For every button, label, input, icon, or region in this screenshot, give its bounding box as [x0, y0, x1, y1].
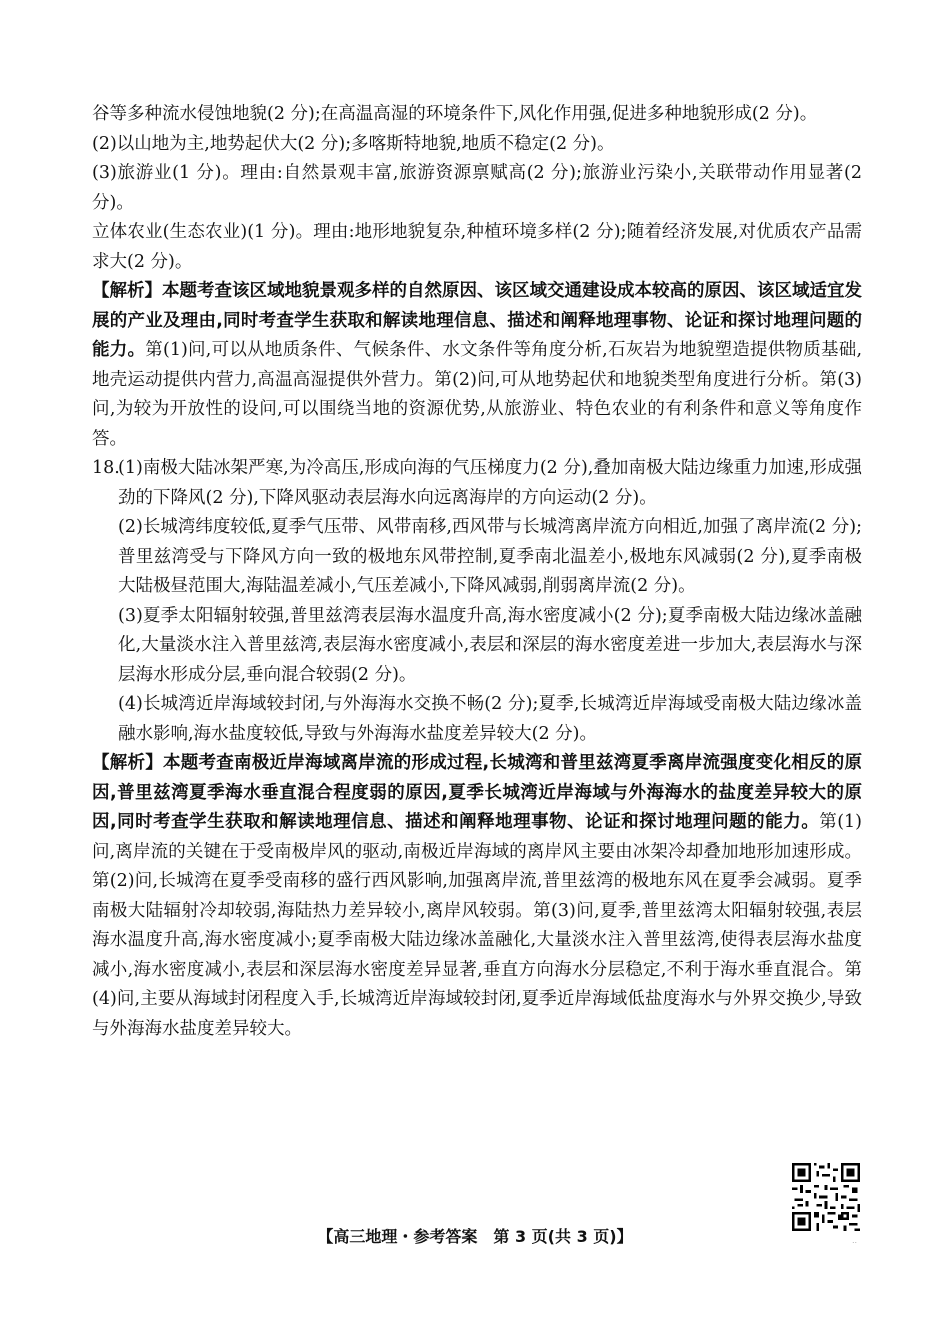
answer-17-1-continued: 谷等多种流水侵蚀地貌(2 分);在高温高湿的环境条件下,风化作用强,促进多种地貌形成(2 分)。	[92, 104, 818, 124]
answer-17-3-agriculture: 立体农业(生态农业)(1 分)。理由:地形地貌复杂,种植环境多样(2 分);随着经济发展,对优质农产品需求大(2 分)。	[92, 222, 862, 272]
analysis-17-detail: 第(1)问,可以从地质条件、气候条件、水文条件等角度分析,石灰岩为地貌塑造提供物质基础,地壳运动提供内营力,高温高湿提供外营力。第(2)问,可从地势起伏和地貌类型角度进行分析。第(3)问,为较为开放性的设问,可以围绕当地的资源优势,从旅游业、特色农业的有利条件和意义等角度作答。	[92, 340, 863, 449]
analysis-18	[92, 749, 862, 1044]
answer-18-1	[92, 454, 862, 513]
analysis-17	[92, 277, 862, 454]
answer-content	[92, 100, 862, 1044]
answer-18-3: (3)夏季太阳辐射较强,普里兹湾表层海水温度升高,海水密度减小(2 分);夏季南极大陆边缘冰盖融化,大量淡水注入普里兹湾,表层海水密度减小,表层和深层的海水密度差进一步加大,表层海水与深层海水形成分层,垂向混合较弱(2 分)。	[118, 605, 862, 685]
answer-18-1-text: (1)南极大陆冰架严寒,为冷高压,形成向海的气压梯度力(2 分),叠加南极大陆边缘重力加速,形成强劲的下降风(2 分),下降风驱动表层海水向远离海岸的方向运动(2 分)。	[118, 458, 862, 508]
answer-17-2: (2)以山地为主,地势起伏大(2 分);多喀斯特地貌,地质不稳定(2 分)。	[92, 133, 615, 154]
qr-code	[792, 1163, 860, 1231]
analysis-17-summary: 【解析】本题考查该区域地貌景观多样的自然原因、该区域交通建设成本较高的原因、该区域适宜发展的产业及理由,同时考查学生获取和解读地理信息、描述和阐释地理事物、论证和探讨地理问题的能力。	[92, 281, 862, 360]
analysis-18-detail: 第(1)问,离岸流的关键在于受南极岸风的驱动,南极近岸海域的离岸风主要由冰架冷却叠加地形加速形成。第(2)问,长城湾在夏季受南移的盛行西风影响,加强离岸流,普里兹湾的极地东风在夏季会减弱。夏季南极大陆辐射冷却较弱,海陆热力差异较小,离岸风较弱。第(3)问,夏季,普里兹湾太阳辐射较强,表层海水温度升高,海水密度减小;夏季南极大陆边缘冰盖融化,大量淡水注入普里兹湾,使得表层海水盐度减小,海水密度减小,表层和深层海水密度差异显著,垂直方向海水分层稳定,不利于海水垂直混合。第(4)问,主要从海域封闭程度入手,长城湾近岸海域较封闭,夏季近岸海域低盐度海水与外界交换少,导致与外海海水盐度差异较大。	[92, 812, 862, 1039]
analysis-18-summary: 【解析】本题考查南极近岸海域离岸流的形成过程,长城湾和普里兹湾夏季离岸流强度变化相反的原因,普里兹湾夏季海水垂直混合程度弱的原因,夏季长城湾近岸海域与外海海水的盐度差异较大的原因,同时考查学生获取和解读地理信息、描述和阐释地理事物、论证和探讨地理问题的能力。	[92, 753, 862, 832]
answer-18-2: (2)长城湾纬度较低,夏季气压带、风带南移,西风带与长城湾离岸流方向相近,加强了离岸流(2 分);普里兹湾受与下降风方向一致的极地东风带控制,夏季南北温差小,极地东风减弱(2 分),夏季南极大陆极昼范围大,海陆温差减小,气压差减小,下降风减弱,削弱离岸流(2 分)。	[118, 517, 862, 596]
answer-18-4: (4)长城湾近岸海域较封闭,与外海海水交换不畅(2 分);夏季,长城湾近岸海域受南极大陆边缘冰盖融水影响,海水盐度较低,导致与外海海水盐度差异较大(2 分)。	[118, 694, 862, 744]
answer-17-3-tourism: (3)旅游业(1 分)。理由:自然景观丰富,旅游资源禀赋高(2 分);旅游业污染小,关联带动作用显著(2 分)。	[92, 163, 862, 213]
question-number: 18.	[92, 458, 120, 478]
page-footer: 【高三地理・参考答案 第 3 页(共 3 页)】	[317, 1227, 633, 1246]
corner-mark: ..	[852, 1236, 858, 1245]
question-18-block	[92, 454, 862, 749]
